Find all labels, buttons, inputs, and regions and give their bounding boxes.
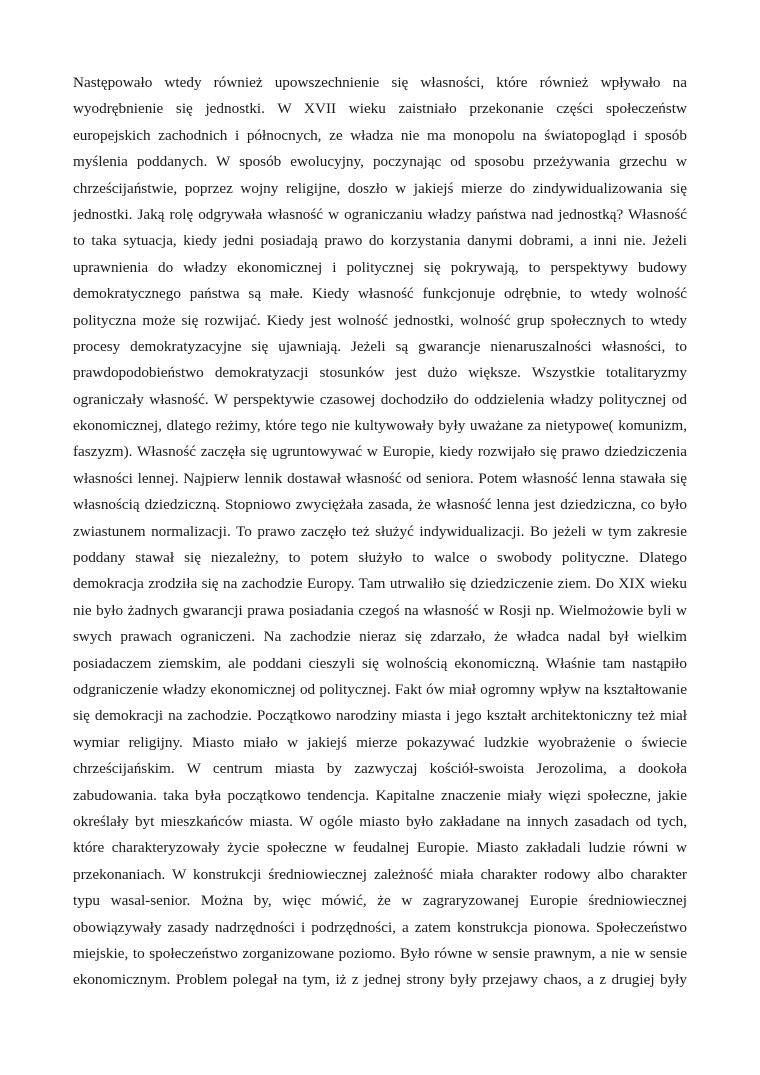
text-line-3: europejskich zachodnich i północnych, ze władza nie ma monopolu na światopogląd i sposób <box>73 126 687 144</box>
text-line-18: zwiastunem normalizacji. To prawo zaczęło też służyć indywidualizacji. Bo jeżeli w tym zakresie <box>73 522 687 540</box>
text-line-2: wyodrębnienie się jednostki. W XVII wieku zaistniało przekonanie części społeczeństw <box>73 100 687 118</box>
text-line-34: miejskie, to społeczeństwo zorganizowane poziomo. Było równe w sensie prawnym, a nie w sensie <box>73 944 687 962</box>
text-line-33: obowiązywały zasady nadrzędności i podrzędności, a zatem konstrukcja pionowa. Społeczeństwo <box>73 918 687 936</box>
text-line-11: procesy demokratyzacyjne się ujawniają. Jeżeli są gwarancje nienaruszalności własności, to <box>73 337 687 355</box>
text-line-27: chrześcijańskim. W centrum miasta by zazwyczaj kościół-swoista Jerozolima, a dookoła <box>73 760 687 778</box>
document-body <box>73 70 687 994</box>
text-line-8: uprawnienia do władzy ekonomicznej i politycznej się pokrywają, to perspektywy budowy <box>73 258 687 276</box>
text-line-7: to taka sytuacja, kiedy jedni posiadają prawo do korzystania danymi dobrami, a inni nie. Jeżeli <box>73 232 687 250</box>
text-line-28: zabudowania. taka była początkowo tendencja. Kapitalne znaczenie miały więzi społeczne, jakie <box>73 786 687 804</box>
text-line-5: chrześcijaństwie, poprzez wojny religijne, doszło w jakiejś mierze do zindywidualizowania się <box>73 179 687 197</box>
text-line-6: jednostki. Jaką rolę odgrywała własność w ograniczaniu władzy państwa nad jednostką? Własność <box>73 205 687 223</box>
text-line-35: ekonomicznym. Problem polegał na tym, iż z jednej strony były przejawy chaos, a z drugiej były <box>73 971 687 989</box>
text-line-12: prawdopodobieństwo demokratyzacji stosunków jest dużo większe. Wszystkie totalitaryzmy <box>73 364 687 382</box>
text-line-30: które charakteryzowały życie społeczne w feudalnej Europie. Miasto zakładali ludzie równi w <box>73 839 687 857</box>
text-line-20: demokracja zrodziła się na zachodzie Europy. Tam utrwaliło się dziedziczenie ziem. Do XIX wieku <box>73 575 687 593</box>
text-line-24: odgraniczenie władzy ekonomicznej od politycznej. Fakt ów miał ogromny wpływ na kształtowanie <box>73 680 687 698</box>
text-line-10: polityczna może się rozwijać. Kiedy jest wolność jednostki, wolność grup społecznych to wtedy <box>73 311 687 329</box>
text-line-14: ekonomicznej, dlatego reżimy, które tego nie kultywowały były uważane za nietypowe( komunizm, <box>73 417 687 435</box>
text-line-23: posiadaczem ziemskim, ale poddani cieszyli się wolnością ekonomiczną. Właśnie tam nastąpiło <box>73 654 687 672</box>
text-line-26: wymiar religijny. Miasto miało w jakiejś mierze pokazywać ludzkie wyobrażenie o świecie <box>73 733 687 751</box>
text-line-32: typu wasal-senior. Można by, więc mówić, że w zagraryzowanej Europie średniowiecznej <box>73 892 687 910</box>
text-line-19: poddany stawał się niezależny, to potem służyło to walce o swobody polityczne. Dlatego <box>73 549 687 567</box>
text-line-15: faszyzm). Własność zaczęła się ugruntowywać w Europie, kiedy rozwijało się prawo dziedziczenia <box>73 443 687 461</box>
text-line-13: ograniczały własność. W perspektywie czasowej dochodziło do oddzielenia władzy politycznej od <box>73 390 687 408</box>
text-line-9: demokratycznego państwa są małe. Kiedy własność funkcjonuje odrębnie, to wtedy wolność <box>73 285 687 303</box>
text-line-22: swych prawach ograniczeni. Na zachodzie nieraz się zdarzało, że władca nadal był wielkim <box>73 628 687 646</box>
text-line-1: Następowało wtedy również upowszechnienie się własności, które również wpływało na <box>73 74 687 91</box>
text-line-4: myślenia poddanych. W sposób ewolucyjny, poczynając od sposobu przeżywania grzechu w <box>73 153 687 171</box>
text-line-16: własności lennej. Najpierw lennik dostawał własność od seniora. Potem własność lenna stawała się <box>73 469 687 487</box>
text-line-17: własnością dziedziczną. Stopniowo zwyciężała zasada, że własność lenna jest dziedziczna, co było <box>73 496 687 514</box>
text-line-31: przekonaniach. W konstrukcji średniowiecznej zależność miała charakter rodowy albo charakter <box>73 865 687 883</box>
text-line-21: nie było żadnych gwarancji prawa posiadania czegoś na własność w Rosji np. Wielmożowie byli w <box>73 601 687 619</box>
text-line-29: określały byt mieszkańców miasta. W ogóle miasto było zakładane na innych zasadach od tych, <box>73 812 687 830</box>
text-line-25: się demokracji na zachodzie. Początkowo narodziny miasta i jego kształt architektoniczny też miał <box>73 707 687 725</box>
